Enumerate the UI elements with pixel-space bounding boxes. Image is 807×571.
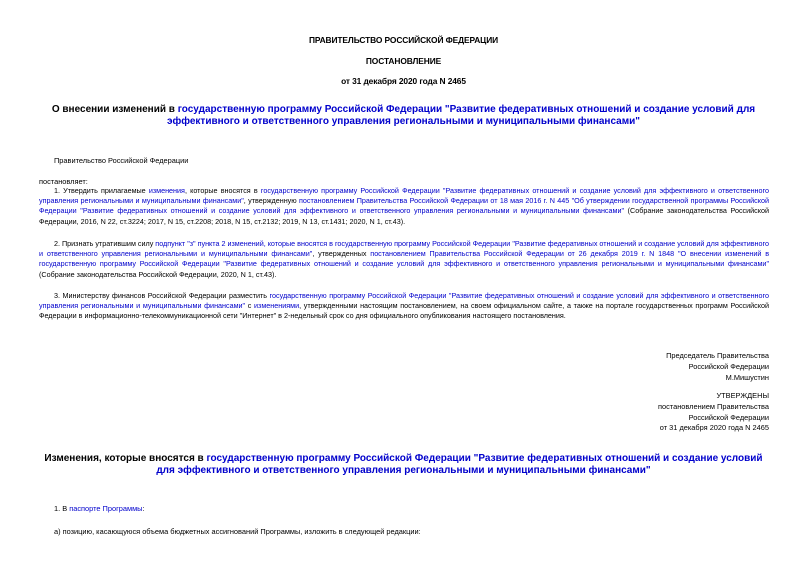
p1-text-d: (Собрание законодательства Российской Федерации, 2016, N 22, ст.3224; 2017, N 15, ст.2208; 2018, N 15, ст.2132; 2019, N 13, ст.1431; 2020, N 1, ст.43).	[39, 206, 769, 226]
government-name: ПРАВИТЕЛЬСТВО РОССИЙСКОЙ ФЕДЕРАЦИИ	[308, 35, 499, 45]
p3-text-c: , утвержденными настоящим постановлением, на своем официальном сайте, а также на портале государственных программ Российской Федерации в информационно-телекоммуникационной сети "Интернет" в 2-недельный срок со дня официального опубликования настоящего постановления.	[39, 301, 769, 321]
paragraph-1	[39, 186, 769, 227]
changes-title-prefix: Изменения, которые вносятся в	[44, 453, 207, 464]
approval-by: постановлением Правительства	[658, 401, 769, 411]
item-a: а) позицию, касающуюся объема бюджетных ассигнований Программы, изложить в следующей редакции:	[54, 527, 421, 536]
title-prefix: О внесении изменений в	[51, 104, 178, 115]
document-title	[0, 104, 807, 128]
p1-link-decree[interactable]: постановлением Правительства Российской Федерации от 18 мая 2016 г. N 445 "Об утверждении государственной программы Российской Федерации "Развитие федеративных отношений и создание условий для эффективного и ответственного управления региональными и муниципальными финансами"	[39, 196, 769, 216]
item-1-passport-link[interactable]: паспорте Программы	[69, 504, 143, 513]
intro-text: Правительство Российской Федерации	[54, 156, 189, 165]
p1-text-b: , которые вносятся в	[184, 186, 261, 195]
p1-link-changes[interactable]: изменения	[148, 186, 185, 195]
changes-title-program-link[interactable]: государственную программу Российской Федерации "Развитие федеративных отношений и создание условий для эффективного и ответственного управления региональными и муниципальными финансами"	[156, 453, 763, 476]
approval-date: от 31 декабря 2020 года N 2465	[659, 423, 769, 433]
p3-link-program[interactable]: государственную программу Российской Федерации "Развитие федеративных отношений и создание условий для эффективного и ответственного управления региональными и муниципальными финансами"	[39, 291, 769, 311]
item-1	[54, 504, 145, 513]
document-date-number: от 31 декабря 2020 года N 2465	[341, 76, 466, 86]
title-program-link[interactable]: государственную программу Российской Федерации "Развитие федеративных отношений и создание условий для эффективного и ответственного управления региональными и муниципальными финансами"	[166, 104, 756, 127]
changes-title	[0, 453, 807, 477]
signature-name: М.Мишустин	[725, 372, 769, 382]
document-type: ПОСТАНОВЛЕНИЕ	[365, 56, 442, 66]
p1-link-program[interactable]: государственную программу Российской Федерации "Развитие федеративных отношений и создание условий для эффективного и ответственного управления региональными и муниципальными финансами"	[39, 186, 769, 206]
decree-word: постановляет:	[39, 177, 88, 186]
p1-text-c: , утвержденную	[243, 196, 299, 206]
p1-text-a: 1. Утвердить прилагаемые	[54, 186, 149, 195]
p3-text-b: с	[245, 301, 255, 311]
p2-link-decree[interactable]: постановлением Правительства Российской Федерации от 26 декабря 2019 г. N 1848 "О внесении изменений в государственную программу Российской Федерации "Развитие федеративных отношений и создание условий для эффективного и ответственного управления региональными и муниципальными финансами"	[39, 249, 770, 269]
p2-text-b: , утвержденных	[312, 249, 371, 259]
p2-text-a: 2. Признать утратившим силу	[54, 239, 156, 248]
p2-text-c: (Собрание законодательства Российской Федерации, 2020, N 1, ст.43).	[39, 269, 277, 279]
approval-block	[658, 391, 769, 434]
approval-country: Российской Федерации	[688, 412, 769, 422]
paragraph-3	[39, 291, 769, 322]
approval-heading: УТВЕРЖДЕНЫ	[716, 391, 769, 400]
signature-block	[666, 351, 769, 383]
paragraph-2	[39, 239, 769, 280]
item-1-suffix: :	[142, 504, 145, 513]
p3-text-a: 3. Министерству финансов Российской Федерации разместить	[54, 291, 270, 300]
signature-country: Российской Федерации	[688, 361, 769, 371]
p2-link-subparagraph[interactable]: подпункт "з" пункта 2 изменений, которые вносятся в государственную программу Российской Федерации "Развитие федеративных отношений и создание условий для эффективного и ответственного управления региональными и муниципальными финансами"	[39, 239, 769, 259]
signature-position: Председатель Правительства	[666, 351, 769, 360]
item-1-prefix: 1. В	[54, 504, 70, 513]
p3-link-changes[interactable]: изменениями	[254, 301, 300, 311]
